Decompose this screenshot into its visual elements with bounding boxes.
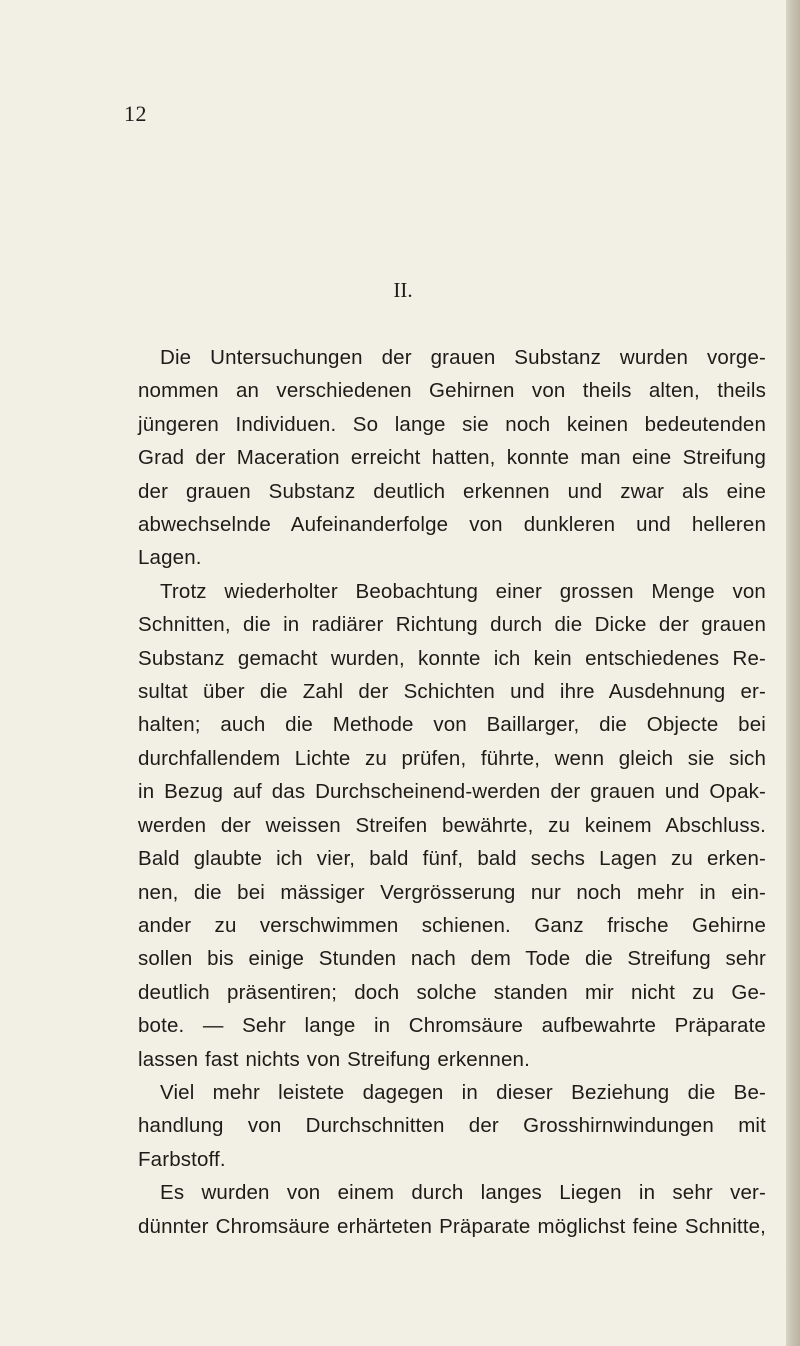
text-line: ander zu verschwimmen schienen. Ganz frische Gehirne (138, 913, 766, 937)
page-number: 12 (124, 101, 147, 126)
text-line: Substanz gemacht wurden, konnte ich kein entschiedenes Re- (138, 646, 766, 670)
text-line: Schnitten, die in radiärer Richtung durch die Dicke der grauen (138, 613, 766, 637)
paragraph-1 (138, 341, 766, 575)
text-line: jüngeren Individuen. So lange sie noch keinen bedeutenden (138, 412, 766, 436)
text-line: lassen fast nichts von Streifung erkennen. (138, 1047, 530, 1071)
text-line: Lagen. (138, 546, 202, 570)
text-line: Es wurden von einem durch langes Liegen in sehr ver- (160, 1181, 766, 1205)
text-line: Grad der Maceration erreicht hatten, konnte man eine Streifung (138, 446, 766, 470)
paragraph-2 (138, 575, 766, 1076)
text-line: Farbstoff. (138, 1147, 226, 1171)
text-line: sultat über die Zahl der Schichten und ihre Ausdehnung er- (138, 680, 766, 704)
text-line: sollen bis einige Stunden nach dem Tode die Streifung sehr (138, 947, 766, 971)
section-heading: II. (393, 278, 413, 302)
text-line: Die Untersuchungen der grauen Substanz wurden vorge- (160, 346, 766, 369)
text-line: halten; auch die Methode von Baillarger, die Objecte bei (138, 713, 766, 737)
paragraph-4 (138, 1176, 766, 1243)
text-line: deutlich präsentiren; doch solche standen mir nicht zu Ge- (138, 980, 766, 1004)
text-line: durchfallendem Lichte zu prüfen, führte, wenn gleich sie sich (138, 746, 766, 770)
text-line: bote. — Sehr lange in Chromsäure aufbewahrte Präparate (138, 1014, 766, 1038)
page-edge-shadow (786, 0, 800, 1346)
text-line: nen, die bei mässiger Vergrösserung nur noch mehr in ein- (138, 880, 766, 904)
body-text (138, 341, 766, 1243)
text-line: Bald glaubte ich vier, bald fünf, bald sechs Lagen zu erken- (138, 847, 766, 871)
text-line: werden der weissen Streifen bewährte, zu keinem Abschluss. (138, 813, 766, 837)
text-line: abwechselnde Aufeinanderfolge von dunkleren und helleren (138, 513, 766, 537)
text-line: nommen an verschiedenen Gehirnen von theils alten, theils (138, 379, 766, 403)
paragraph-3 (138, 1076, 766, 1176)
text-line: in Bezug auf das Durchscheinend-werden der grauen und Opak- (138, 780, 766, 804)
text-line: Trotz wiederholter Beobachtung einer grossen Menge von (160, 579, 766, 603)
text-line: Viel mehr leistete dagegen in dieser Beziehung die Be- (160, 1080, 766, 1104)
text-line: handlung von Durchschnitten der Grosshirnwindungen mit (138, 1114, 766, 1138)
text-line: dünnter Chromsäure erhärteten Präparate möglichst feine Schnitte, (138, 1214, 766, 1238)
text-line: der grauen Substanz deutlich erkennen und zwar als eine (138, 479, 766, 503)
